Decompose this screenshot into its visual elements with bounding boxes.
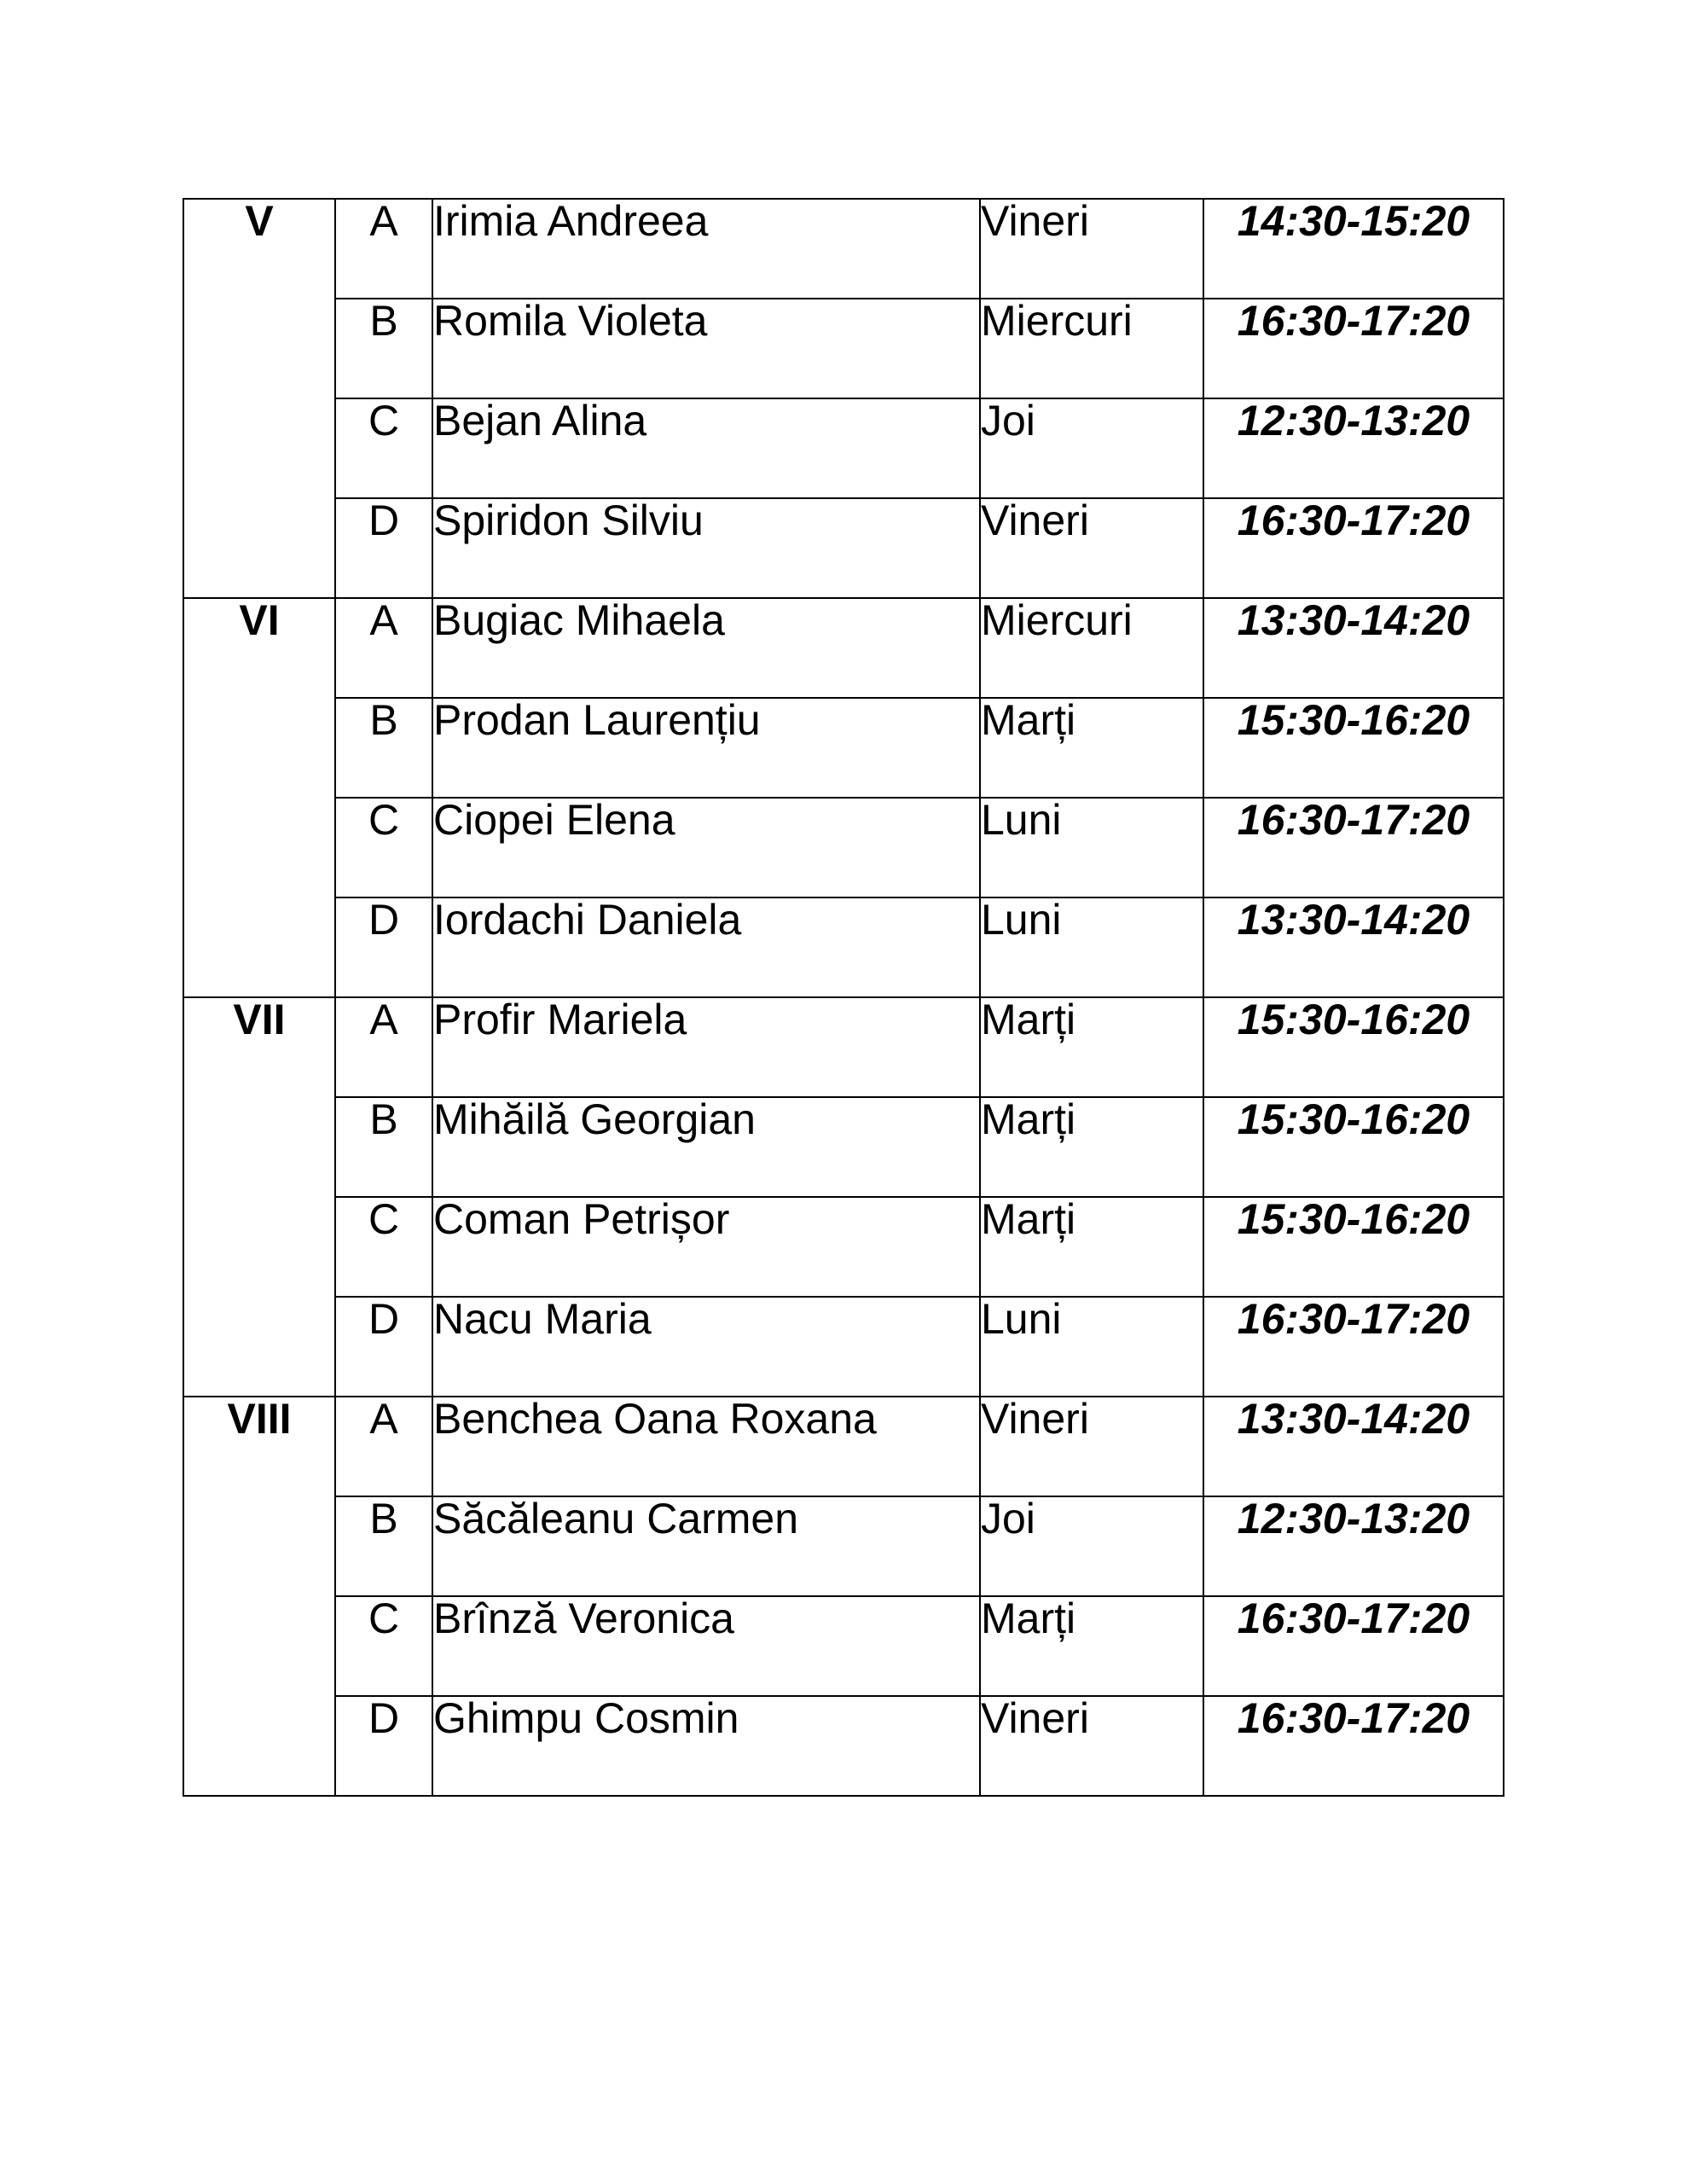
teacher-name: Romila Violeta [433,297,708,345]
teacher-cell [432,1197,980,1297]
class-letter: D [368,1295,400,1343]
day-cell [980,1297,1203,1397]
table-row [183,1297,1504,1397]
teacher-cell [432,598,980,698]
teacher-name: Irimia Andreea [433,197,709,245]
table-row [183,798,1504,897]
grade-cell [183,997,335,1397]
day-cell [980,1197,1203,1297]
class-letter: A [369,596,398,644]
time-cell [1203,598,1504,698]
grade-label: VII [233,996,286,1043]
grade-label: V [245,197,274,245]
weekday: Vineri [981,497,1089,544]
class-letter-cell [335,1596,432,1696]
weekday: Marți [981,1594,1076,1642]
weekday: Marți [981,696,1076,744]
class-letter: B [369,1095,398,1143]
teacher-name: Brînză Veronica [433,1594,734,1642]
teacher-name: Ciopei Elena [433,796,675,844]
day-cell [980,897,1203,997]
teacher-cell [432,199,980,299]
teacher-cell [432,1496,980,1596]
time-interval: 12:30-13:20 [1237,397,1470,444]
teacher-cell [432,698,980,798]
class-letter-cell [335,897,432,997]
time-interval: 16:30-17:20 [1237,1295,1470,1343]
teacher-name: Benchea Oana Roxana [433,1395,877,1443]
class-letter: C [368,397,400,444]
class-letter-cell [335,1496,432,1596]
time-cell [1203,1696,1504,1796]
day-cell [980,798,1203,897]
table-row [183,1596,1504,1696]
time-cell [1203,1596,1504,1696]
class-letter: A [369,996,398,1043]
teacher-cell [432,498,980,598]
time-interval: 16:30-17:20 [1237,1594,1470,1642]
grade-cell [183,1397,335,1796]
day-cell [980,698,1203,798]
teacher-name: Mihăilă Georgian [433,1095,756,1143]
time-cell [1203,1397,1504,1496]
class-letter-cell [335,698,432,798]
weekday: Marți [981,1195,1076,1243]
teacher-name: Spiridon Silviu [433,497,704,544]
teacher-cell [432,1596,980,1696]
time-interval: 16:30-17:20 [1237,796,1470,844]
time-interval: 16:30-17:20 [1237,1694,1470,1742]
teacher-name: Bejan Alina [433,397,647,444]
time-interval: 12:30-13:20 [1237,1495,1470,1542]
day-cell [980,1596,1203,1696]
teacher-cell [432,1297,980,1397]
time-cell [1203,1197,1504,1297]
time-cell [1203,299,1504,398]
day-cell [980,1397,1203,1496]
table-row [183,698,1504,798]
class-letter-cell [335,1097,432,1197]
grade-cell [183,199,335,598]
time-interval: 15:30-16:20 [1237,1095,1470,1143]
weekday: Vineri [981,1395,1089,1443]
time-interval: 15:30-16:20 [1237,1195,1470,1243]
table-row [183,1496,1504,1596]
weekday: Joi [981,397,1035,444]
day-cell [980,299,1203,398]
teacher-cell [432,997,980,1097]
time-cell [1203,897,1504,997]
day-cell [980,997,1203,1097]
time-cell [1203,398,1504,498]
time-cell [1203,997,1504,1097]
time-cell [1203,498,1504,598]
time-interval: 16:30-17:20 [1237,297,1470,345]
class-letter-cell [335,1397,432,1496]
teacher-name: Ghimpu Cosmin [433,1694,739,1742]
day-cell [980,398,1203,498]
class-letter: C [368,796,400,844]
class-letter-cell [335,1197,432,1297]
class-letter-cell [335,997,432,1097]
class-letter: A [369,197,398,245]
grade-label: VIII [227,1395,292,1443]
teacher-name: Profir Mariela [433,996,687,1043]
class-letter-cell [335,299,432,398]
weekday: Miercuri [981,596,1133,644]
weekday: Marți [981,996,1076,1043]
table-row [183,398,1504,498]
class-letter-cell [335,798,432,897]
weekday: Joi [981,1495,1035,1542]
class-letter: B [369,297,398,345]
grade-label: VI [239,596,280,644]
table-row [183,1197,1504,1297]
class-letter: A [369,1395,398,1443]
table-row [183,897,1504,997]
table-row [183,199,1504,299]
teacher-name: Iordachi Daniela [433,896,742,944]
class-letter-cell [335,498,432,598]
class-letter: C [368,1594,400,1642]
day-cell [980,598,1203,698]
weekday: Vineri [981,1694,1089,1742]
teacher-name: Prodan Laurențiu [433,696,761,744]
time-cell [1203,199,1504,299]
time-cell [1203,798,1504,897]
time-interval: 15:30-16:20 [1237,996,1470,1043]
time-cell [1203,1496,1504,1596]
teacher-cell [432,798,980,897]
teacher-name: Nacu Maria [433,1295,652,1343]
time-interval: 16:30-17:20 [1237,497,1470,544]
table-row [183,498,1504,598]
teacher-name: Coman Petrișor [433,1195,730,1243]
day-cell [980,1496,1203,1596]
weekday: Marți [981,1095,1076,1143]
time-interval: 13:30-14:20 [1237,896,1470,944]
table-row [183,1097,1504,1197]
teacher-cell [432,1696,980,1796]
weekday: Vineri [981,197,1089,245]
teacher-cell [432,1097,980,1197]
weekday: Luni [981,896,1062,944]
teacher-cell [432,1397,980,1496]
class-letter: D [368,497,400,544]
time-interval: 13:30-14:20 [1237,1395,1470,1443]
time-cell [1203,698,1504,798]
class-letter: B [369,696,398,744]
day-cell [980,498,1203,598]
time-interval: 15:30-16:20 [1237,696,1470,744]
time-interval: 13:30-14:20 [1237,596,1470,644]
table-row [183,299,1504,398]
day-cell [980,1696,1203,1796]
class-letter-cell [335,598,432,698]
table-row [183,1696,1504,1796]
day-cell [980,1097,1203,1197]
class-letter-cell [335,199,432,299]
table-row [183,598,1504,698]
weekday: Luni [981,1295,1062,1343]
time-cell [1203,1297,1504,1397]
class-letter-cell [335,1696,432,1796]
class-letter: B [369,1495,398,1542]
time-cell [1203,1097,1504,1197]
time-interval: 14:30-15:20 [1237,197,1470,245]
day-cell [980,199,1203,299]
teacher-cell [432,398,980,498]
weekday: Luni [981,796,1062,844]
class-letter: D [368,1694,400,1742]
teacher-cell [432,897,980,997]
teacher-cell [432,299,980,398]
class-letter-cell [335,398,432,498]
schedule-table [183,198,1504,1797]
teacher-name: Săcăleanu Carmen [433,1495,799,1542]
class-letter: D [368,896,400,944]
class-letter-cell [335,1297,432,1397]
teacher-name: Bugiac Mihaela [433,596,725,644]
class-letter: C [368,1195,400,1243]
weekday: Miercuri [981,297,1133,345]
table-row [183,997,1504,1097]
grade-cell [183,598,335,997]
table-row [183,1397,1504,1496]
